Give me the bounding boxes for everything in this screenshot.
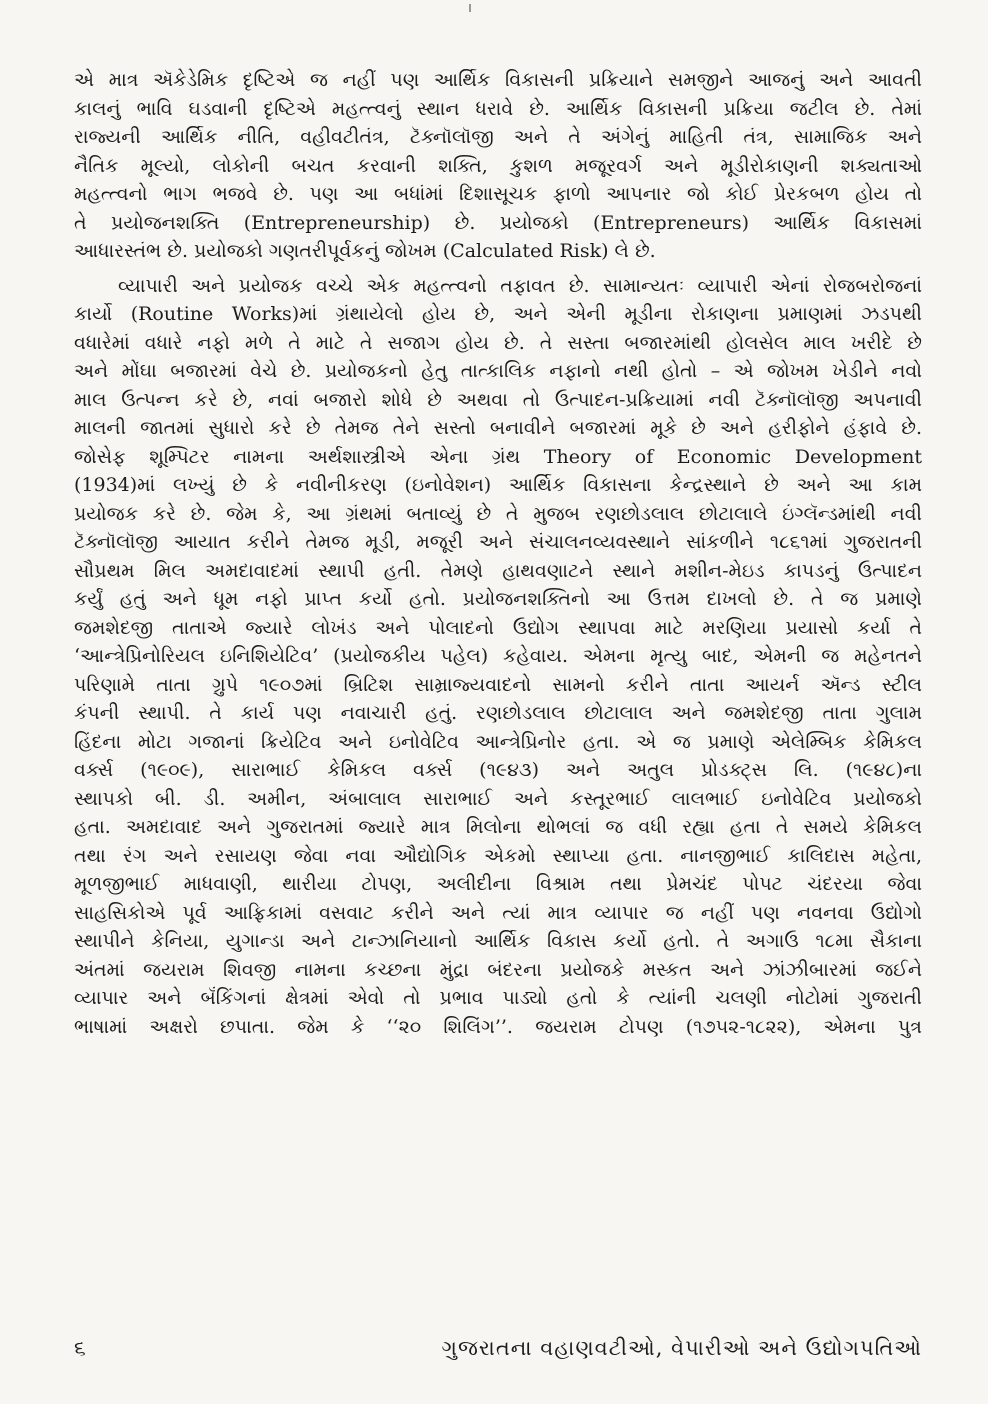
text-line: તે પ્રયોજનશક્તિ (Entrepreneurship) છે. પ્રયોજકો (Entrepreneurs) આર્થિક વિકાસમાં — [74, 211, 922, 234]
text-line: માલ ઉત્પન્ન કરે છે, નવાં બજારો શોધે છે અથવા તો ઉત્પાદન-પ્રક્રિયામાં નવી ટૅક્નૉલૉજી અપનાવી — [74, 388, 922, 411]
text-line: સ્થાપીને કેનિયા, યુગાન્ડા અને ટાન્ઝાનિયાનો આર્થિક વિકાસ કર્યો હતો. તે અગાઉ ૧૮મા સૈકાના — [74, 930, 922, 952]
text-line: વધારેમાં વધારે નફો મળે તે માટે તે સજાગ હોય છે. તે સસ્તા બજારમાંથી હોલસેલ માલ ખરીદે છે — [74, 331, 922, 354]
page-footer — [74, 1336, 922, 1361]
text-line: હિંદના મોટા ગજાનાં ક્રિયેટિવ અને ઇનોવેટિવ આન્ત્રેપ્રિનોર હતા. એ જ પ્રમાણે એલેમ્બિક કેમિકલ — [74, 730, 922, 753]
text-line: કંપની સ્થાપી. તે કાર્ય પણ નવાચારી હતું. રણછોડલાલ છોટાલાલ અને જમશેદજી તાતા ગુલામ — [74, 702, 922, 724]
paragraph-1 — [74, 66, 922, 266]
text-line: કાલનું ભાવિ ઘડવાની દૃષ્ટિએ મહત્ત્વનું સ્થાન ધરાવે છે. આર્થિક વિકાસની પ્રક્રિયા જટીલ છે. તેમાં — [74, 97, 922, 120]
text-line: તથા રંગ અને રસાયણ જેવા નવા ઔદ્યોગિક એકમો સ્થાપ્યા હતા. નાનજીભાઈ કાલિદાસ મહેતા, — [74, 844, 922, 867]
text-line: વ્યાપારી અને પ્રયોજક વચ્ચે એક મહત્ત્વનો તફાવત છે. સામાન્યતઃ વ્યાપારી એનાં રોજબરોજનાં — [118, 274, 922, 297]
text-line: નૈતિક મૂલ્યો, લોકોની બચત કરવાની શક્તિ, કુશળ મજૂરવર્ગ અને મૂડીરોકાણની શક્યતાઓ — [74, 154, 922, 177]
text-line: કર્યું હતું અને ધૂમ નફો પ્રાપ્ત કર્યો હતો. પ્રયોજનશક્તિનો આ ઉત્તમ દાખલો છે. તે જ પ્રમાણે — [74, 588, 922, 610]
page-body — [74, 66, 922, 1041]
text-line: સ્થાપકો બી. ડી. અમીન, અંબાલાલ સારાભાઈ અને કસ્તૂરભાઈ લાલભાઈ ઇનોવેટિવ પ્રયોજકો — [74, 787, 922, 810]
text-line: આધારસ્તંભ છે. પ્રયોજકો ગણતરીપૂર્વકનું જોખમ (Calculated Risk) લે છે. — [74, 240, 656, 262]
text-line: પ્રયોજક કરે છે. જેમ કે, આ ગ્રંથમાં બતાવ્યું છે તે મુજબ રણછોડલાલ છોટાલાલે ઇંગ્લૅન્ડમાંથી નવી — [74, 502, 922, 525]
page-number: ૬ — [74, 1336, 86, 1360]
text-line: અને મોંઘા બજારમાં વેચે છે. પ્રયોજકનો હેતુ તાત્કાલિક નફાનો નથી હોતો – એ જોખમ ખેડીને નવો — [74, 360, 922, 382]
text-line: માલની જાતમાં સુધારો કરે છે તેમજ તેને સસ્તો બનાવીને બજારમાં મૂકે છે અને હરીફોને હંફાવે છે. — [74, 417, 922, 439]
text-line: રાજ્યની આર્થિક નીતિ, વહીવટીતંત્ર, ટૅક્નૉલૉજી અને તે અંગેનું માહિતી તંત્ર, સામાજિક અને — [74, 126, 922, 148]
text-line: (1934)માં લખ્યું છે કે નવીનીકરણ (ઇનોવેશન) આર્થિક વિકાસના કેન્દ્રસ્થાને છે અને આ કામ — [74, 474, 922, 496]
text-line: ટૅક્નૉલૉજી આયાત કરીને તેમજ મૂડી, મજૂરી અને સંચાલનવ્યવસ્થાને સાંકળીને ૧૮૬૧માં ગુજરાતની — [74, 531, 922, 553]
text-line: વર્ક્સ (૧૯૦૯), સારાભાઈ કેમિકલ વર્ક્સ (૧૯૪૩) અને અતુલ પ્રોડક્ટ્સ લિ. (૧૯૪૮)ના — [74, 759, 922, 781]
text-line: જમશેદજી તાતાએ જ્યારે લોખંડ અને પોલાદનો ઉદ્યોગ સ્થાપવા માટે મરણિયા પ્રયાસો કર્યા તે — [74, 616, 922, 639]
running-title: ગુજરાતના વહાણવટીઓ, વેપારીઓ અને ઉદ્યોગપતિઓ — [441, 1336, 922, 1360]
text-line: પરિણામે તાતા ગ્રુપે ૧૯૦૭માં બ્રિટિશ સામ્રાજ્યવાદનો સામનો કરીને તાતા આયર્ન ઍન્ડ સ્ટીલ — [74, 673, 922, 696]
paragraph-2 — [74, 272, 922, 1042]
text-line: સૌપ્રથમ મિલ અમદાવાદમાં સ્થાપી હતી. તેમણે હાથવણાટને સ્થાને મશીન-મેઇડ કાપડનું ઉત્પાદન — [74, 559, 922, 582]
text-line: અંતમાં જયરામ શિવજી નામના કચ્છના મુંદ્રા બંદરના પ્રયોજકે મસ્કત અને ઝાંઝીબારમાં જઈને — [74, 958, 922, 981]
text-line: મહત્ત્વનો ભાગ ભજવે છે. પણ આ બધાંમાં દિશાસૂચક ફાળો આપનાર જો કોઈ પ્રેરકબળ હોય તો — [74, 183, 922, 205]
text-line: હતા. અમદાવાદ અને ગુજરાતમાં જ્યારે માત્ર મિલોના થોભલાં જ વધી રહ્યા હતા તે સમયે કેમિકલ — [74, 816, 922, 838]
text-line: સાહસિકોએ પૂર્વ આફ્રિકામાં વસવાટ કરીને અને ત્યાં માત્ર વ્યાપાર જ નહીં પણ નવનવા ઉદ્યોગો — [74, 901, 922, 924]
text-line: જોસેફ શૂમ્પિટર નામના અર્થશાસ્ત્રીએ એના ગ્રંથ Theory of Economic Development — [74, 445, 922, 468]
text-line: કાર્યો (Routine Works)માં ગ્રંથાયેલો હોય છે, અને એની મૂડીના રોકાણના પ્રમાણમાં ઝડપથી — [74, 303, 922, 325]
text-line: ભાષામાં અક્ષરો છપાતા. જેમ કે ‘‘૨૦ શિલિંગ’’. જયરામ ટોપણ (૧૭૫૨-૧૮૨૨), એમના પુત્ર — [74, 1015, 922, 1038]
text-line: ‘આન્ત્રેપ્રિનોરિયલ ઇનિશિયેટિવ’ (પ્રયોજકીય પહેલ) કહેવાય. એમના મૃત્યુ બાદ, એમની જ મહેનતને — [74, 645, 922, 667]
text-line: એ માત્ર ઍકેડેમિક દૃષ્ટિએ જ નહીં પણ આર્થિક વિકાસની પ્રક્રિયાને સમજીને આજનું અને આવતી — [74, 69, 922, 91]
top-margin-mark — [469, 4, 471, 12]
text-line: વ્યાપાર અને બૅંકિંગનાં ક્ષેત્રમાં એવો તો પ્રભાવ પાડ્યો હતો કે ત્યાંની ચલણી નોટોમાં ગુજરાતી — [74, 987, 922, 1009]
text-line: મૂળજીભાઈ માધવાણી, થારીયા ટોપણ, અલીદીના વિશ્રામ તથા પ્રેમચંદ પોપટ ચંદરયા જેવા — [74, 873, 922, 895]
